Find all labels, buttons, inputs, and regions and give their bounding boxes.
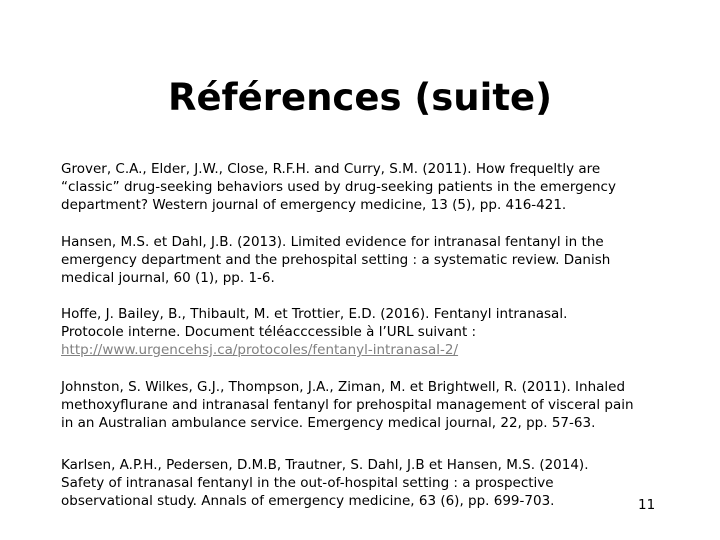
reference-item xyxy=(61,233,671,287)
reference-line: observational study. Annals of emergency medicine, 63 (6), pp. 699-703. xyxy=(61,493,555,509)
reference-line: methoxyflurane and intranasal fentanyl for prehospital management of visceral pain xyxy=(61,397,634,413)
reference-line: Hansen, M.S. et Dahl, J.B. (2013). Limited evidence for intranasal fentanyl in the xyxy=(61,234,604,250)
reference-item xyxy=(61,378,671,432)
reference-item xyxy=(61,160,671,214)
reference-line: Safety of intranasal fentanyl in the out-of-hospital setting : a prospective xyxy=(61,475,554,491)
reference-line: Johnston, S. Wilkes, G.J., Thompson, J.A., Ziman, M. et Brightwell, R. (2011). Inhaled xyxy=(61,379,626,395)
reference-line: medical journal, 60 (1), pp. 1-6. xyxy=(61,270,275,286)
reference-line: Hoffe, J. Bailey, B., Thibault, M. et Trottier, E.D. (2016). Fentanyl intranasal. xyxy=(61,306,568,322)
page-number: 11 xyxy=(638,497,656,513)
reference-line: Grover, C.A., Elder, J.W., Close, R.F.H. and Curry, S.M. (2011). How frequeltly are xyxy=(61,161,601,177)
reference-line: Protocole interne. Document téléacccessible à l’URL suivant : xyxy=(61,324,477,340)
reference-line: Karlsen, A.P.H., Pedersen, D.M.B, Trautner, S. Dahl, J.B et Hansen, M.S. (2014). xyxy=(61,457,589,473)
reference-line: in an Australian ambulance service. Emergency medical journal, 22, pp. 57-63. xyxy=(61,415,596,431)
reference-item xyxy=(61,456,671,510)
reference-line: department? Western journal of emergency medicine, 13 (5), pp. 416-421. xyxy=(61,197,567,213)
reference-item xyxy=(61,305,671,359)
reference-line: “classic” drug-seeking behaviors used by drug-seeking patients in the emergency xyxy=(61,179,616,195)
reference-line: emergency department and the prehospital setting : a systematic review. Danish xyxy=(61,252,611,268)
reference-link[interactable]: http://www.urgencehsj.ca/protocoles/fentanyl-intranasal-2/ xyxy=(61,342,459,358)
slide-title: Références (suite) xyxy=(167,76,553,119)
